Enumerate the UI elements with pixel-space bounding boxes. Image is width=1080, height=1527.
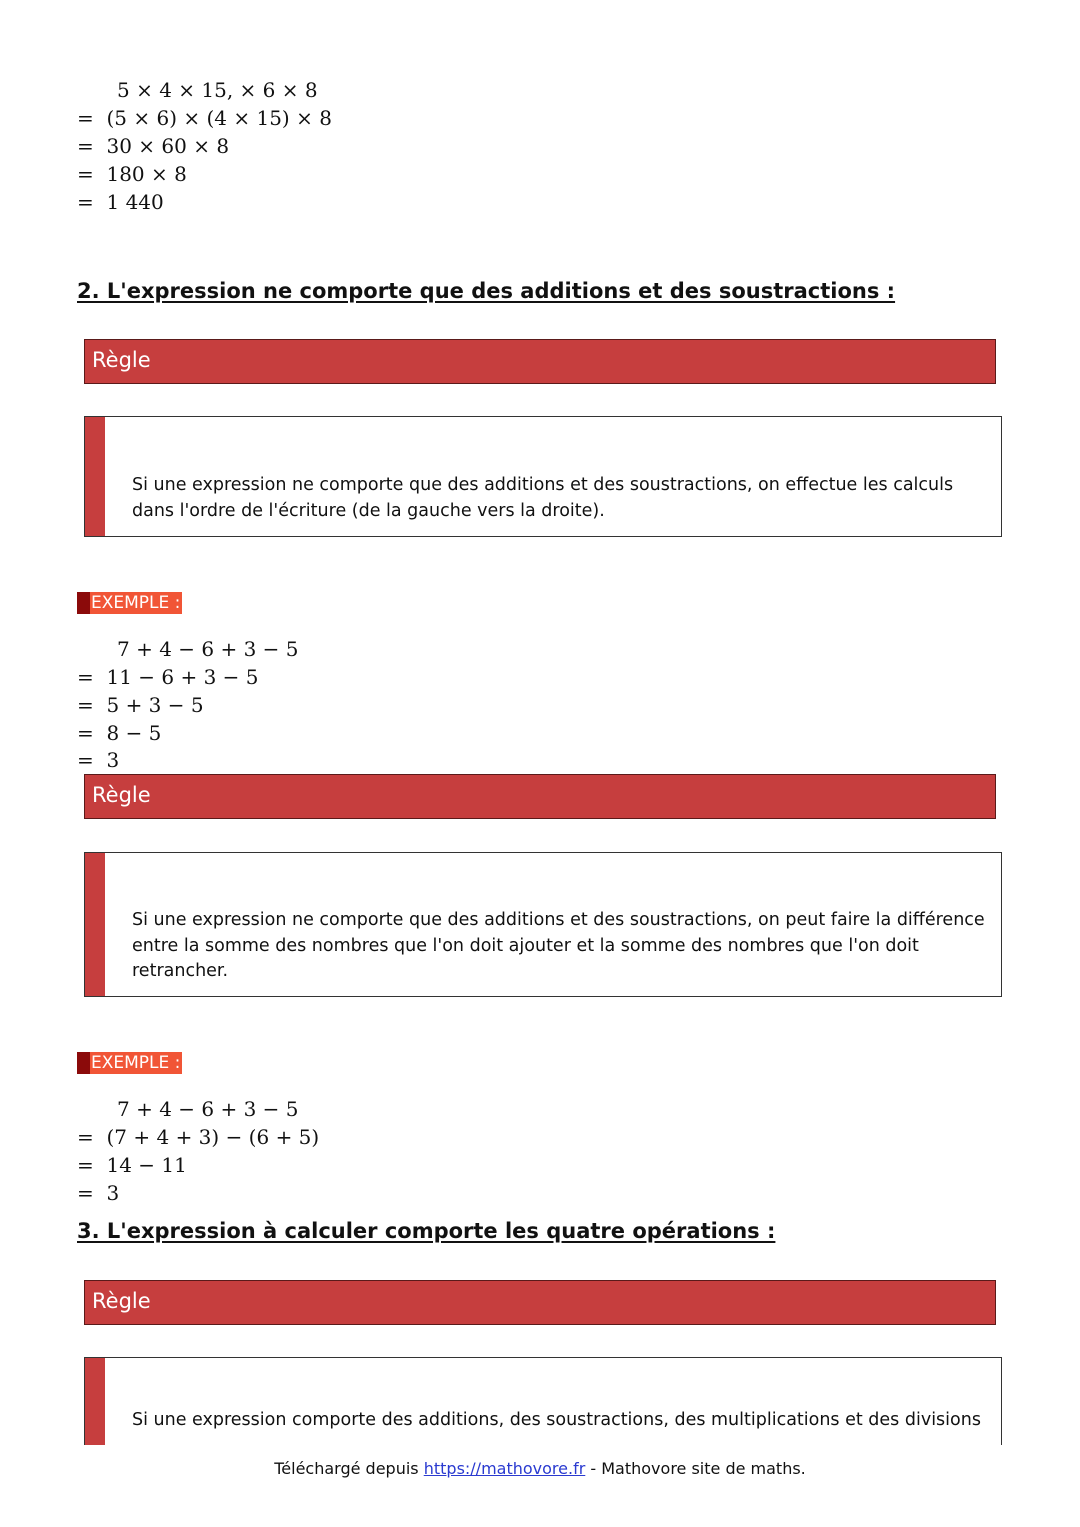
math-expr: 3 [106,748,120,772]
equals-sign: = [77,106,94,130]
math-line: 7 + 4 − 6 + 3 − 5 [117,637,299,661]
rule-stripe [85,1358,105,1447]
math-line [77,746,119,774]
rule-header: Règle [84,774,996,819]
math-line: 5 × 4 × 15, × 6 × 8 [117,78,318,102]
math-line [77,691,204,719]
page-bottom [0,1445,1080,1527]
footer [0,1459,1080,1478]
equals-sign: = [77,1181,94,1205]
rule-text: Si une expression ne comporte que des additions et des soustractions, on peut faire la différence entre la somme des nombres que l'on doit ajouter et la somme des nombres que l'on doit retrancher. [132,910,985,981]
equals-sign: = [77,134,94,158]
rule-stripe [85,853,105,996]
equals-sign: = [77,721,94,745]
math-line [77,104,332,132]
math-line [77,188,164,216]
rule-text: Si une expression ne comporte que des additions et des soustractions, on effectue les calculs dans l'ordre de l'écriture (de la gauche vers la droite). [132,475,954,521]
math-line [77,1123,319,1151]
math-line [77,1179,119,1207]
rule-header: Règle [84,1280,996,1325]
equals-sign: = [77,1153,94,1177]
footer-suffix: - Mathovore site de maths. [585,1459,806,1478]
math-line [77,1151,187,1179]
rule-stripe [85,417,105,536]
math-line [77,132,229,160]
example-label: EXEMPLE : [77,592,182,614]
equals-sign: = [77,1125,94,1149]
math-expr: (5 × 6) × (4 × 15) × 8 [106,106,332,130]
math-expr: 5 + 3 − 5 [106,693,204,717]
rule-text: Si une expression comporte des additions, des soustractions, des multiplications et des divisions [132,1410,981,1430]
math-expr: 3 [106,1181,120,1205]
rule-header: Règle [84,339,996,384]
equals-sign: = [77,162,94,186]
math-expr: 8 − 5 [106,721,162,745]
rule-box [84,416,1002,537]
math-expr: (7 + 4 + 3) − (6 + 5) [106,1125,320,1149]
math-line [77,160,187,188]
equals-sign: = [77,190,94,214]
math-line [77,719,161,747]
math-line [77,663,259,691]
example-label: EXEMPLE : [77,1052,182,1074]
rule-box [84,1357,1002,1447]
footer-prefix: Téléchargé depuis [274,1459,424,1478]
equals-sign: = [77,748,94,772]
equals-sign: = [77,693,94,717]
section-heading: 3. L'expression à calculer comporte les quatre opérations : [77,1219,776,1243]
math-expr: 14 − 11 [106,1153,187,1177]
math-expr: 11 − 6 + 3 − 5 [106,665,259,689]
footer-link[interactable]: https://mathovore.fr [423,1459,586,1478]
math-line: 7 + 4 − 6 + 3 − 5 [117,1097,299,1121]
section-heading: 2. L'expression ne comporte que des additions et des soustractions : [77,279,896,303]
equals-sign: = [77,665,94,689]
math-expr: 180 × 8 [106,162,187,186]
rule-box [84,852,1002,997]
math-expr: 30 × 60 × 8 [106,134,230,158]
math-expr: 1 440 [106,190,164,214]
